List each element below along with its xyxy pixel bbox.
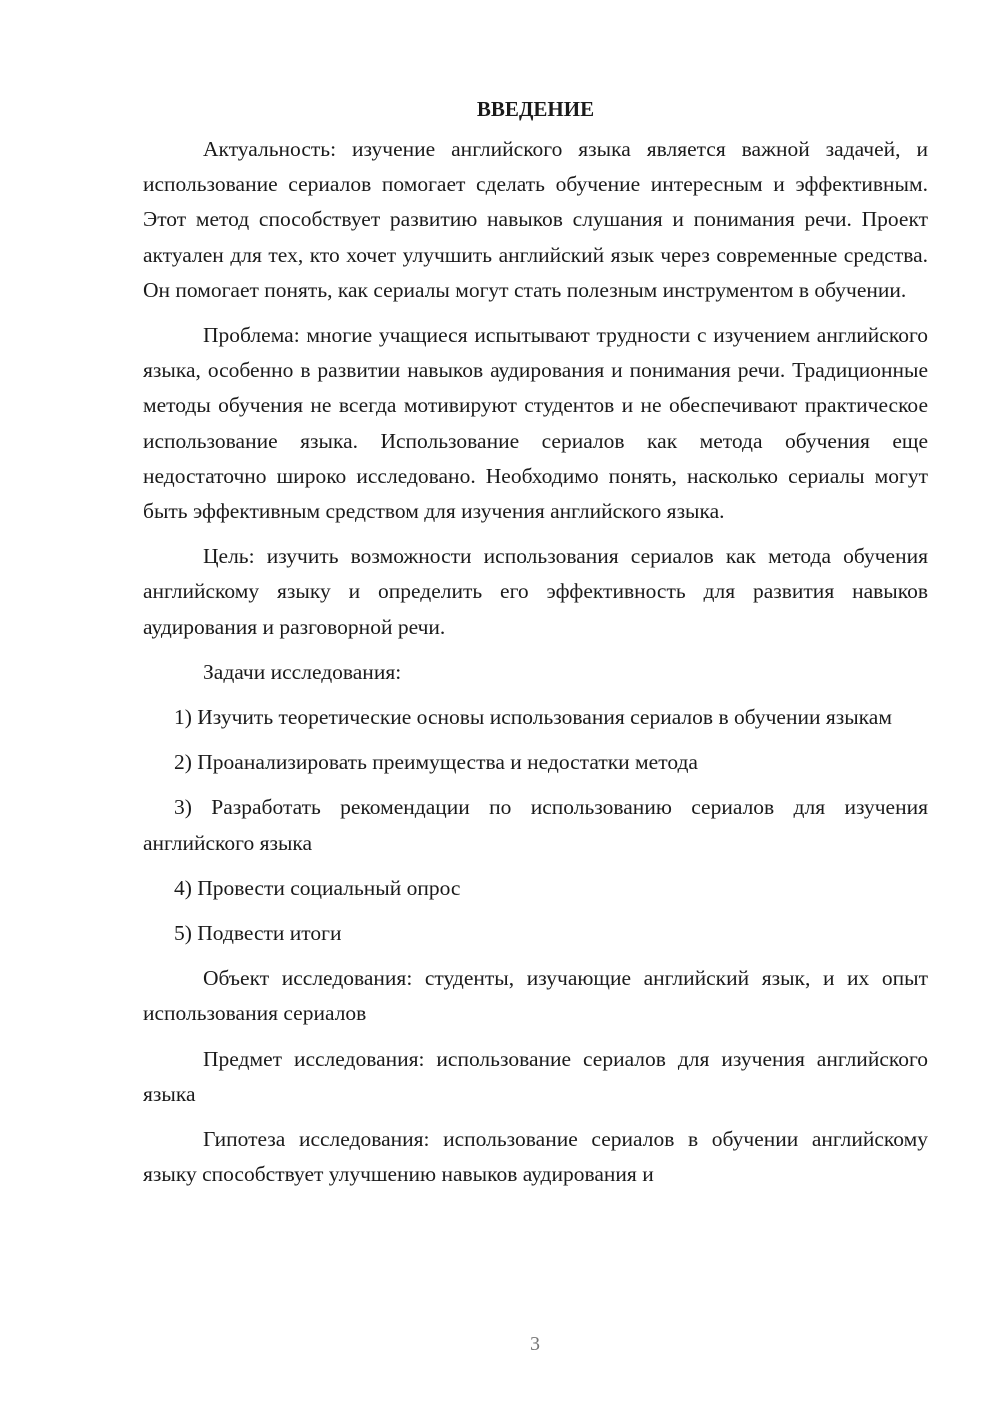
- object-paragraph: Объект исследования: студенты, изучающие английский язык, и их опыт использования сериалов: [143, 966, 928, 1026]
- problem-paragraph: Проблема: многие учащиеся испытывают трудности с изучением английского языка, особенно в развитии навыков аудирования и понимания речи. Традиционные методы обучения не всегда мотивируют студентов и не обеспечивают практическое использование языка. Использование сериалов как метода обучения еще недостаточно широко исследовано. Необходимо понять, насколько сериалы могут быть эффективным средством для изучения английского языка.: [143, 323, 928, 524]
- page-title: ВВЕДЕНИЕ: [476, 97, 595, 121]
- page-number: 3: [530, 1333, 540, 1355]
- task-item-2: 2) Проанализировать преимущества и недостатки метода: [174, 750, 698, 775]
- subject-paragraph: Предмет исследования: использование сериалов для изучения английского языка: [143, 1046, 928, 1106]
- relevance-paragraph: Актуальность: изучение английского языка является важной задачей, и использование сериалов помогает сделать обучение интересным и эффективным. Этот метод способствует развитию навыков слушания и понимания речи. Проект актуален для тех, кто хочет улучшить английский язык через современные средства. Он помогает понять, как сериалы могут стать полезным инструментом в обучении.: [143, 137, 928, 302]
- goal-paragraph: Цель: изучить возможности использования сериалов как метода обучения английскому языку и определить его эффективность для развития навыков аудирования и разговорной речи.: [143, 544, 928, 639]
- task-item-1: 1) Изучить теоретические основы использования сериалов в обучении языкам: [174, 705, 892, 730]
- task-item-5: 5) Подвести итоги: [174, 921, 342, 946]
- document-page: [143, 92, 928, 1202]
- task-item-4: 4) Провести социальный опрос: [174, 875, 461, 900]
- hypothesis-paragraph: Гипотеза исследования: использование сериалов в обучении английскому языку способствует улучшению навыков аудирования и: [143, 1127, 928, 1187]
- task-item-3: 3) Разработать рекомендации по использованию сериалов для изучения английского языка: [143, 795, 928, 855]
- tasks-title: Задачи исследования:: [203, 659, 402, 684]
